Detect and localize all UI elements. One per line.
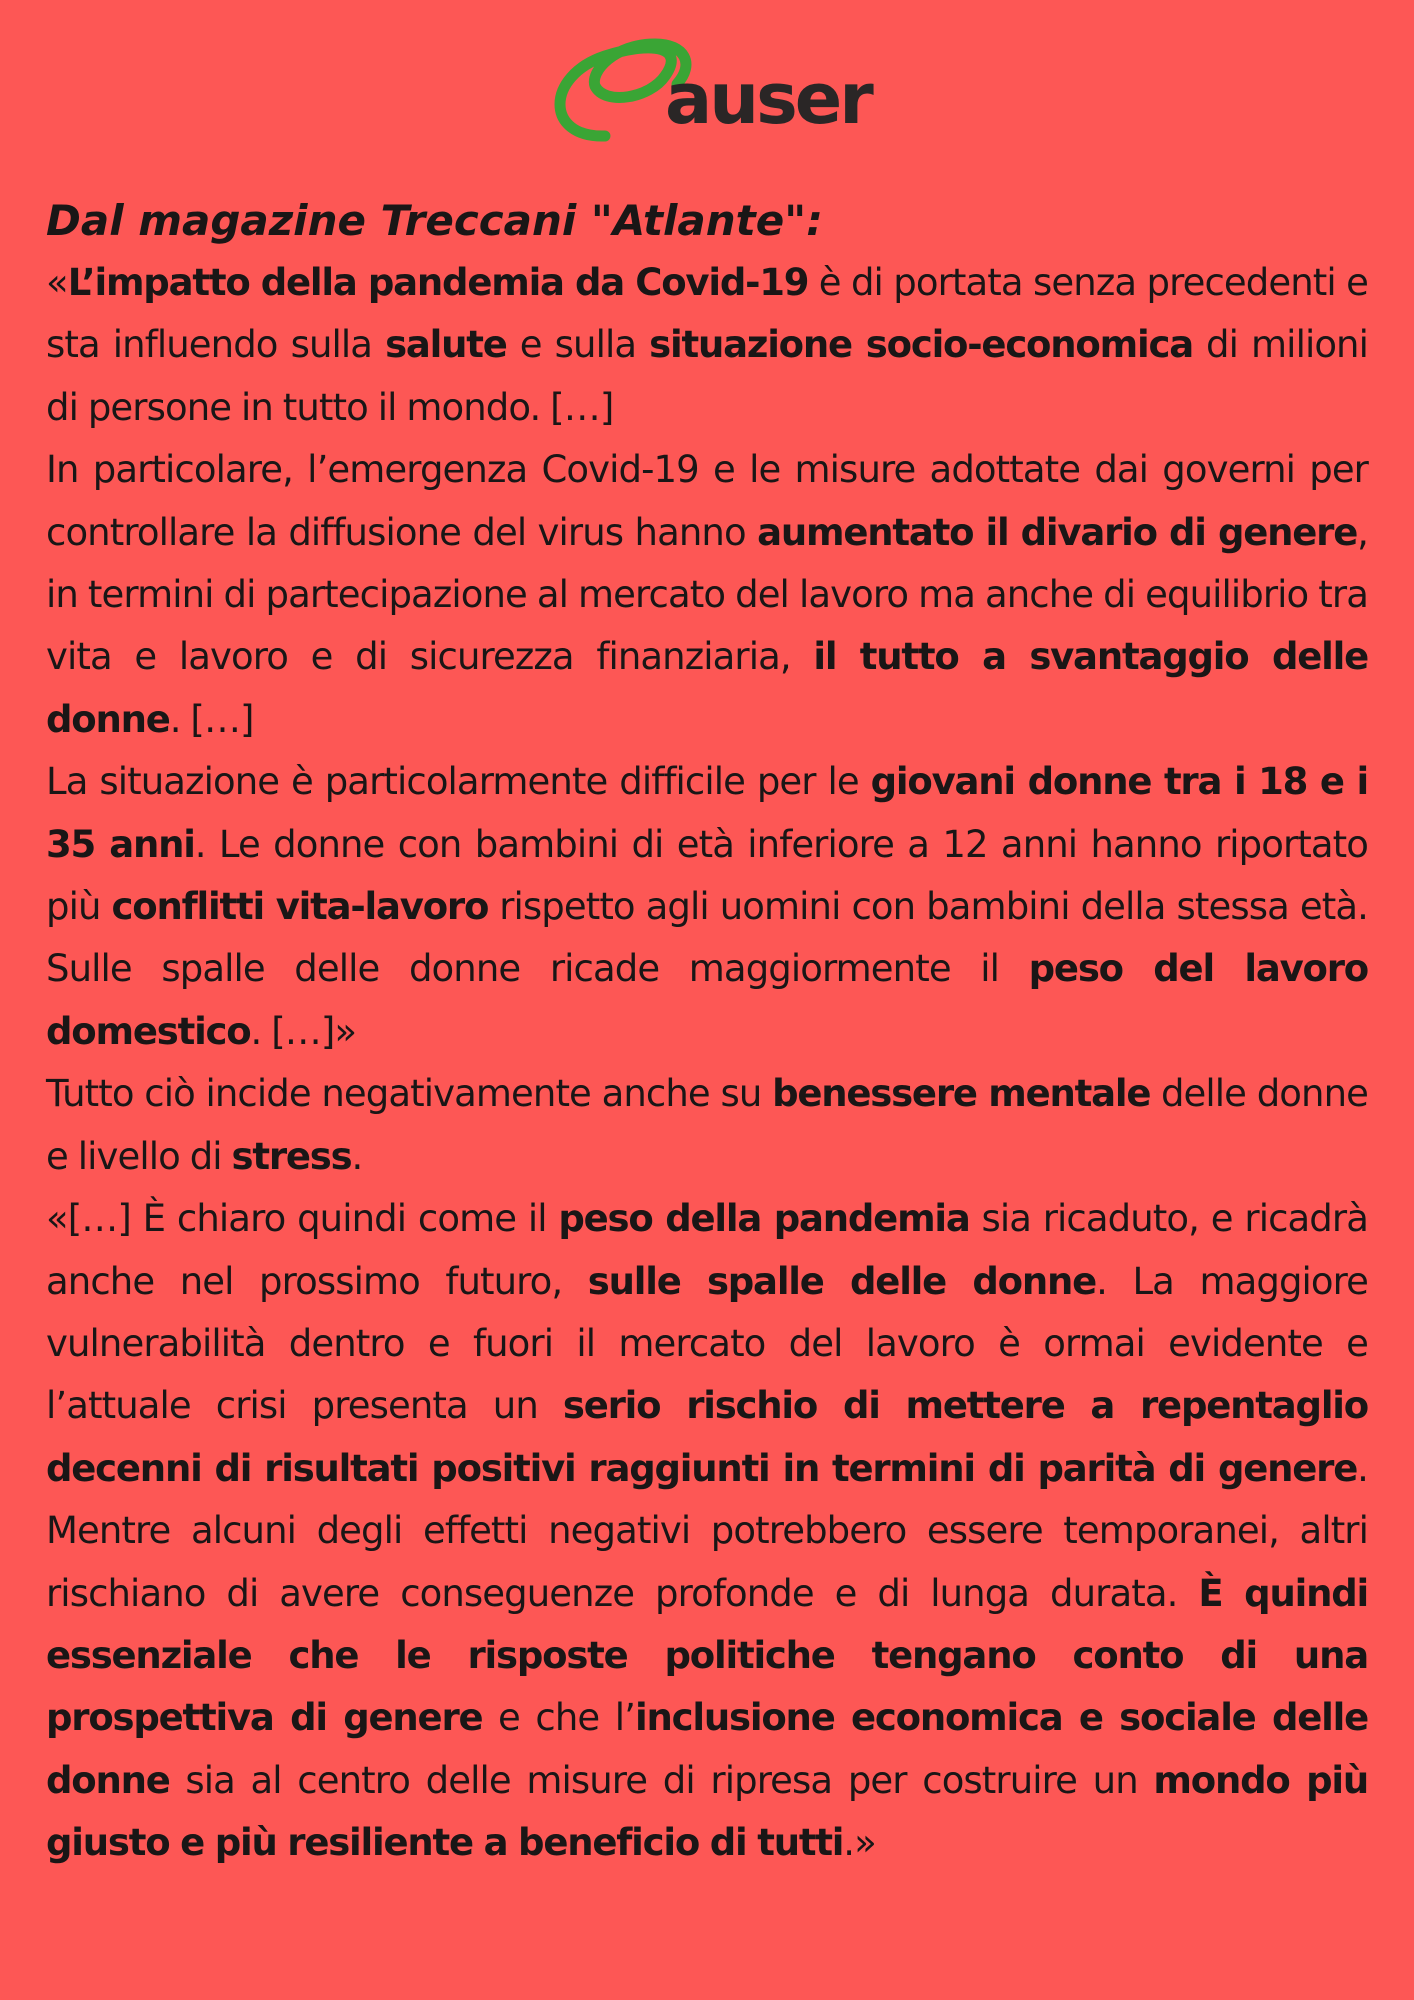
text-segment: .» [843, 1821, 876, 1865]
paragraph [46, 1188, 1368, 1874]
bold-text: inclusione economica e sociale delle donne [46, 1696, 1368, 1802]
paragraph [46, 439, 1368, 751]
auser-logo [535, 26, 885, 144]
bold-text: L’impatto della pandemia da Covid-19 [67, 261, 809, 304]
source-heading: Dal magazine Treccani "Atlante": [46, 196, 823, 245]
bold-text: sulle spalle delle donne [587, 1259, 1097, 1303]
text-segment: sia al centro delle misure di ripresa per costruire un [169, 1758, 1154, 1802]
text-segment: è di portata senza precedenti e sta influendo sulla [46, 261, 1368, 367]
text-segment: . La maggiore vulnerabilità dentro e fuori il mercato del lavoro è ormai evidente e l’attuale crisi presenta un [46, 1259, 1369, 1428]
text-segment: . […]» [250, 1009, 357, 1053]
bold-text: il tutto a svantaggio delle donne [46, 635, 1368, 741]
text-segment: , in termini di partecipazione al mercato del lavoro ma anche di equilibrio tra vita e lavoro e di sicurezza finanziaria, [46, 510, 1369, 679]
text-segment: sia ricaduto, e ricadrà anche nel prossimo futuro, [46, 1197, 1368, 1303]
paragraph [46, 1063, 1368, 1188]
text-segment: «[…] È chiaro quindi come il [46, 1197, 559, 1241]
paragraph [46, 252, 1368, 439]
bold-text: salute [385, 323, 507, 367]
bold-text: mondo più giusto e più resiliente a beneficio di tutti [46, 1758, 1368, 1865]
bold-text: serio rischio di mettere a repentaglio decenni di risultati positivi raggiunti in termini di parità di genere [46, 1384, 1368, 1490]
bold-text: peso del lavoro domestico [46, 947, 1369, 1053]
bold-text: benessere mentale [772, 1072, 1151, 1116]
text-segment: di milioni di persone in tutto il mondo. […] [46, 323, 1368, 429]
logo-wordmark: auser [665, 58, 871, 140]
text-segment: . […] [169, 697, 254, 741]
text-segment: . Mentre alcuni degli effetti negativi potrebbero essere temporanei, altri rischiano di avere conseguenze profonde e di lunga durata. [46, 1446, 1368, 1615]
bold-text: aumentato il divario di genere [757, 510, 1358, 554]
bold-text: situazione socio-economica [649, 323, 1193, 367]
paragraph [46, 751, 1368, 1063]
text-segment: e sulla [506, 323, 650, 367]
text-segment: delle donne e livello di [46, 1072, 1368, 1178]
article-body [46, 190, 1368, 1875]
bold-text: È quindi essenziale che le risposte politiche tengano conto di una prospettiva di genere [46, 1571, 1368, 1740]
text-segment: . [351, 1134, 363, 1178]
text-segment: « [46, 261, 68, 304]
text-segment: In particolare, l’emergenza Covid-19 e le misure adottate dai governi per controllare la diffusione del virus hanno [46, 448, 1368, 554]
text-segment: rispetto agli uomini con bambini della stessa età. Sulle spalle delle donne ricade maggiormente il [46, 885, 1369, 991]
bold-text: giovani donne tra i 18 e i 35 anni [46, 760, 1368, 866]
text-segment: e che l’ [482, 1696, 636, 1740]
bold-text: conflitti vita-lavoro [111, 885, 489, 929]
paragraph-list [46, 252, 1368, 1875]
bold-text: stress [231, 1134, 352, 1178]
bold-text: peso della pandemia [558, 1197, 970, 1241]
text-segment: . Le donne con bambini di età inferiore a 12 anni hanno riportato più [46, 822, 1368, 929]
text-segment: La situazione è particolarmente difficile per le [46, 760, 871, 804]
text-segment: Tutto ciò incide negativamente anche su [46, 1072, 773, 1116]
